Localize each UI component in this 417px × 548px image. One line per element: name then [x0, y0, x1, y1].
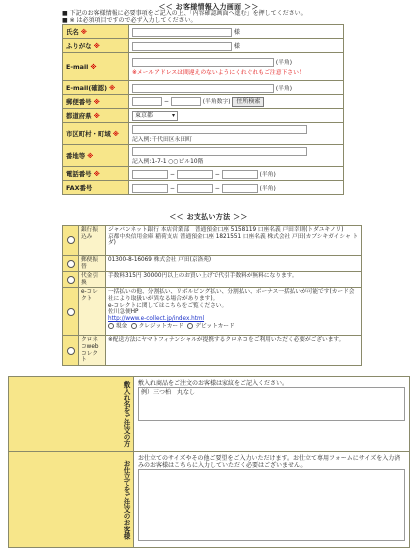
name-label: 氏名	[66, 28, 79, 36]
insert-body	[134, 377, 410, 452]
tel-input-2[interactable]	[177, 170, 213, 179]
required-mark: ※	[109, 84, 116, 92]
zip-label: 郵便番号	[66, 98, 92, 106]
street-input[interactable]	[132, 147, 307, 156]
payment-row-bank	[63, 226, 362, 256]
customer-form-table	[62, 24, 344, 195]
zip-note: (半角数字)	[202, 99, 231, 106]
fax-input-1[interactable]	[132, 184, 168, 193]
notice-line-1: ■ 下記のお客様情報に必要事項をご記入の上、「内容確認画面へ進む」を押してください。	[62, 10, 307, 17]
ecollect-option-radio-cash[interactable]	[108, 323, 114, 329]
payment-row-cod	[63, 272, 362, 288]
payment-name-bank: 銀行振込み	[79, 226, 106, 256]
street-label: 番地等	[66, 152, 86, 160]
tel-input-3[interactable]	[222, 170, 258, 179]
name-label-cell	[63, 25, 129, 39]
chevron-down-icon: ▾	[171, 111, 175, 119]
size-side-label: お仕立てをご注文のお客様	[9, 452, 134, 548]
email-warning: ※メールアドレスは間違えのないようにくれぐれもご注意下さい！	[132, 70, 305, 76]
name-suffix: 様	[233, 28, 240, 36]
city-example: 記入例:千代田区永田町	[132, 136, 192, 143]
city-label: 市区町村・町域	[66, 130, 111, 138]
notes-table	[8, 376, 410, 548]
insert-textarea-value: 例）三つ柏 丸なし	[141, 389, 196, 396]
payment-radio-kuroneko[interactable]	[67, 347, 75, 355]
name-input[interactable]	[132, 28, 232, 37]
required-mark: ※	[93, 98, 100, 106]
row-kana	[63, 39, 344, 53]
required-mark: ※	[90, 62, 97, 71]
street-example: 記入例:1-7-1 ○○ビル10階	[132, 158, 204, 165]
prefecture-select[interactable]	[132, 111, 178, 121]
payment-name-postal: 郵便振替	[79, 256, 106, 272]
required-mark: ※	[93, 170, 100, 178]
required-mark: ※	[112, 130, 119, 138]
payment-row-kuroneko	[63, 336, 362, 365]
name-value-cell	[129, 25, 344, 39]
street-label-cell	[63, 145, 129, 167]
kana-suffix: 様	[233, 42, 240, 50]
email-confirm-label: E-mail(確認)	[66, 84, 107, 92]
fax-input-2[interactable]	[177, 184, 213, 193]
payment-name-ecollect: e-コレクト	[79, 288, 106, 336]
size-body	[134, 452, 410, 548]
notice-line-2	[62, 17, 197, 24]
payment-radio-cod[interactable]	[67, 276, 75, 284]
required-mark: ※	[93, 42, 100, 50]
pref-value-cell	[129, 109, 344, 123]
prefecture-selected: 東京都	[135, 111, 154, 119]
radio-cell	[63, 336, 79, 365]
tel-label-cell	[63, 167, 129, 181]
ecollect-option-radio-credit[interactable]	[131, 323, 137, 329]
ecollect-option-cash: 現金	[115, 323, 128, 330]
payment-desc-ecollect: 一括払いの他、分割払い、リボルビング払い、分割払い、ボーナス一括払いが可能です(カード会社により取扱いが異なる場合があります)。 e-コレクトに関してはこちらをご覧ください。 佐川急便HP	[108, 289, 355, 316]
tel-value-cell: − − (半角)	[129, 167, 344, 181]
customer-section-title: ＜＜ お客様情報入力画面 ＞＞	[158, 3, 259, 11]
notes-row-insert	[9, 377, 410, 452]
required-mark: ※	[80, 28, 87, 36]
insert-desc: 敷入れ商品をご注文のお客様は家紋をご記入ください。	[138, 380, 289, 387]
email-confirm-input[interactable]	[132, 84, 274, 93]
required-mark: ※	[93, 112, 100, 120]
street-value-cell	[129, 145, 344, 167]
row-email	[63, 53, 344, 81]
row-zip	[63, 95, 344, 109]
payment-row-postal	[63, 256, 362, 272]
insert-textarea[interactable]	[138, 387, 405, 421]
payment-radio-bank[interactable]	[67, 236, 75, 244]
fax-value-cell: − − (半角)	[129, 181, 344, 195]
fax-label: FAX番号	[66, 184, 93, 192]
required-mark: ※	[87, 152, 94, 160]
size-desc: お仕立てのサイズやその他ご要望をご入力いただけます。お仕立て専用フォームにサイズを入力済みのお客様はこちらに入力していただく必要はございません。	[138, 455, 401, 469]
kana-label-cell	[63, 39, 129, 53]
size-textarea[interactable]	[138, 469, 405, 541]
radio-cell	[63, 256, 79, 272]
ecollect-link[interactable]: http://www.e-collect.jp/index.html	[108, 315, 205, 322]
address-search-button[interactable]: 住所検索	[232, 97, 264, 107]
fax-input-3[interactable]	[222, 184, 258, 193]
email-confirm-value-cell	[129, 81, 344, 95]
payment-desc-cod: 手数料315円 30000円以上のお買い上げで代引手数料が無料になります。	[106, 272, 362, 288]
ecollect-option-credit: クレジットカード	[138, 323, 184, 330]
notes-row-size	[9, 452, 410, 548]
email-confirm-label-cell	[63, 81, 129, 95]
ecollect-option-radio-debit[interactable]	[187, 323, 193, 329]
email-label: E-mail	[66, 62, 89, 71]
payment-section-title: ＜＜ お支払い方法 ＞＞	[169, 213, 248, 221]
tel-note: (半角)	[259, 171, 276, 178]
city-label-cell	[63, 123, 129, 145]
row-email-confirm	[63, 81, 344, 95]
tel-input-1[interactable]	[132, 170, 168, 179]
zip-input-second[interactable]	[171, 97, 201, 106]
payment-table	[62, 225, 362, 366]
row-pref	[63, 109, 344, 123]
ecollect-options	[108, 323, 359, 330]
payment-row-ecollect	[63, 288, 362, 336]
email-confirm-note: (半角)	[275, 85, 293, 92]
row-name	[63, 25, 344, 39]
pref-label: 都道府県	[66, 112, 92, 120]
payment-desc-kuroneko: ※配送方法にヤマトフィナンシャルが提携するクロネコをご利用いただく必要がございます。	[106, 336, 362, 365]
payment-desc-bank: ジャパンネット銀行 本店営業部 普通預金口座 5158119 口座名義 戸田幸則(トダユキノリ) 京都中央信用金庫 稲荷支店 普通預金口座 1821551 口座名義 株式会社 戸田(カブシキガイシャ トダ)	[106, 226, 362, 256]
payment-name-cod: 代金引換	[79, 272, 106, 288]
payment-desc-ecollect-cell	[106, 288, 362, 336]
email-label-cell	[63, 53, 129, 81]
radio-cell	[63, 288, 79, 336]
city-input[interactable]	[132, 125, 307, 134]
pref-label-cell	[63, 109, 129, 123]
row-city	[63, 123, 344, 145]
email-value-cell	[129, 53, 344, 81]
zip-input-first[interactable]	[132, 97, 162, 106]
fax-note: (半角)	[259, 185, 276, 192]
ecollect-option-debit: デビットカード	[195, 323, 235, 330]
payment-name-kuroneko: クロネコwebコレクト	[79, 336, 106, 365]
kana-label: ふりがな	[66, 42, 92, 50]
kana-value-cell	[129, 39, 344, 53]
zip-value-cell: − (半角数字) 住所検索	[129, 95, 344, 109]
row-tel	[63, 167, 344, 181]
insert-side-label: 敷入れ名をご注文の方	[9, 377, 134, 452]
email-input[interactable]	[132, 58, 274, 67]
payment-desc-postal: 01300-8-16069 株式会社 戸田(京洛苑)	[106, 256, 362, 272]
payment-radio-postal[interactable]	[67, 260, 75, 268]
row-fax	[63, 181, 344, 195]
fax-label-cell	[63, 181, 129, 195]
row-street	[63, 145, 344, 167]
city-value-cell	[129, 123, 344, 145]
email-note: (半角)	[275, 60, 293, 66]
zip-label-cell	[63, 95, 129, 109]
radio-cell	[63, 272, 79, 288]
tel-label: 電話番号	[66, 170, 92, 178]
radio-cell	[63, 226, 79, 256]
kana-input[interactable]	[132, 42, 232, 51]
notice-line-2-text: ■ ※ は必須項目ですので必ず入力してください。	[62, 17, 197, 24]
payment-radio-ecollect[interactable]	[67, 308, 75, 316]
